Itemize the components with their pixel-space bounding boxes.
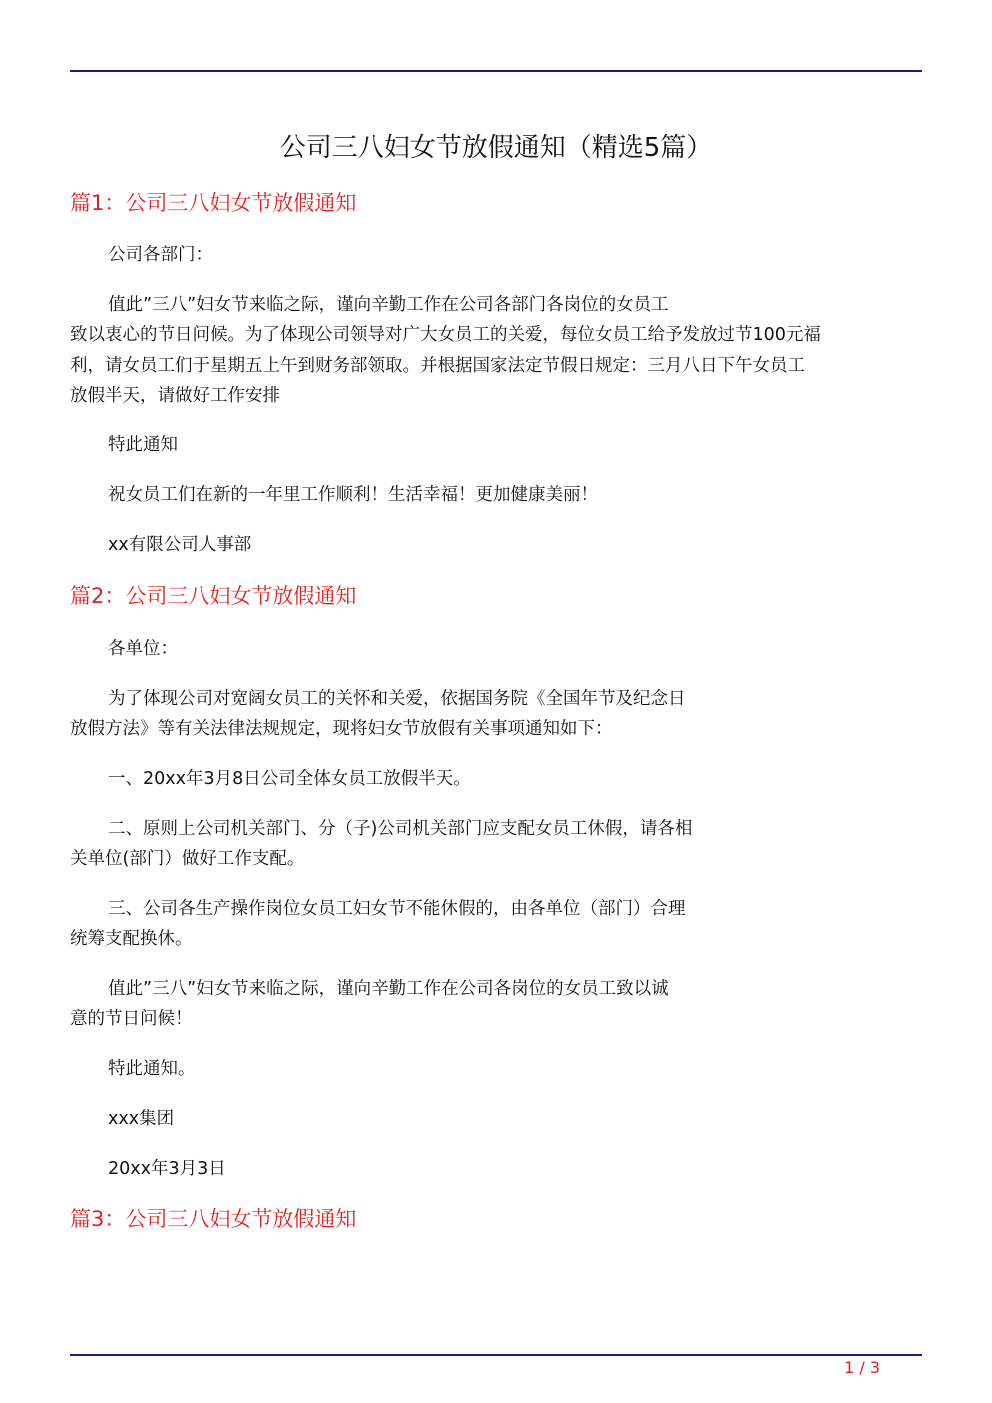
section-2-item-1: 一、20xx年3月8日公司全体女员工放假半天。 xyxy=(108,769,471,789)
section-2-salutation: 各单位： xyxy=(108,639,178,659)
section-3-heading: 篇3：公司三八妇女节放假通知 xyxy=(70,1207,357,1231)
header-rule xyxy=(70,70,922,72)
section-2-item-3-line-1: 三、公司各生产操作岗位女员工妇女节不能休假的，由各单位（部门）合理 xyxy=(108,899,686,919)
section-2-greeting-line-2: 意的节日问候！ xyxy=(70,1009,193,1029)
section-2-item-2-line-1: 二、原则上公司机关部门、分（子)公司机关部门应支配女员工休假，请各相 xyxy=(108,819,693,839)
section-1-wish: 祝女员工们在新的一年里工作顺利！生活幸福！更加健康美丽！ xyxy=(108,485,598,505)
page-number: 1 / 3 xyxy=(844,1358,880,1377)
section-2-signature: xxx集团 xyxy=(108,1109,175,1129)
footer-rule xyxy=(70,1354,922,1356)
section-2-item-3-line-2: 统筹支配换休。 xyxy=(70,929,193,949)
section-2-item-2-line-2: 关单位(部门）做好工作支配。 xyxy=(70,849,305,869)
section-2-notice: 特此通知。 xyxy=(108,1059,196,1079)
document-title: 公司三八妇女节放假通知（精选5篇） xyxy=(279,133,713,163)
section-1-salutation: 公司各部门： xyxy=(108,245,213,265)
section-1-heading: 篇1：公司三八妇女节放假通知 xyxy=(70,191,357,215)
section-1-notice: 特此通知 xyxy=(108,435,178,455)
section-2-intro-line-1: 为了体现公司对宽阔女员工的关怀和关爱，依据国务院《全国年节及纪念日 xyxy=(108,689,686,709)
section-1-body-line-2: 致以衷心的节日问候。为了体现公司领导对广大女员工的关爱，每位女员工给予发放过节100元福 xyxy=(70,325,821,345)
section-1-body-line-3: 利，请女员工们于星期五上午到财务部领取。并根据国家法定节假日规定：三月八日下午女员工 xyxy=(70,356,805,376)
section-1-signature: xx有限公司人事部 xyxy=(108,535,252,555)
section-2-date: 20xx年3月3日 xyxy=(108,1159,226,1179)
section-1-body-line-1: 值此”三八”妇女节来临之际，谨向辛勤工作在公司各部门各岗位的女员工 xyxy=(108,295,669,315)
section-2-greeting-line-1: 值此”三八”妇女节来临之际，谨向辛勤工作在公司各岗位的女员工致以诚 xyxy=(108,979,669,999)
section-2-heading: 篇2：公司三八妇女节放假通知 xyxy=(70,584,357,608)
section-2-intro-line-2: 放假方法》等有关法律法规规定，现将妇女节放假有关事项通知如下： xyxy=(70,719,613,739)
section-1-body-line-4: 放假半天，请做好工作安排 xyxy=(70,386,280,406)
